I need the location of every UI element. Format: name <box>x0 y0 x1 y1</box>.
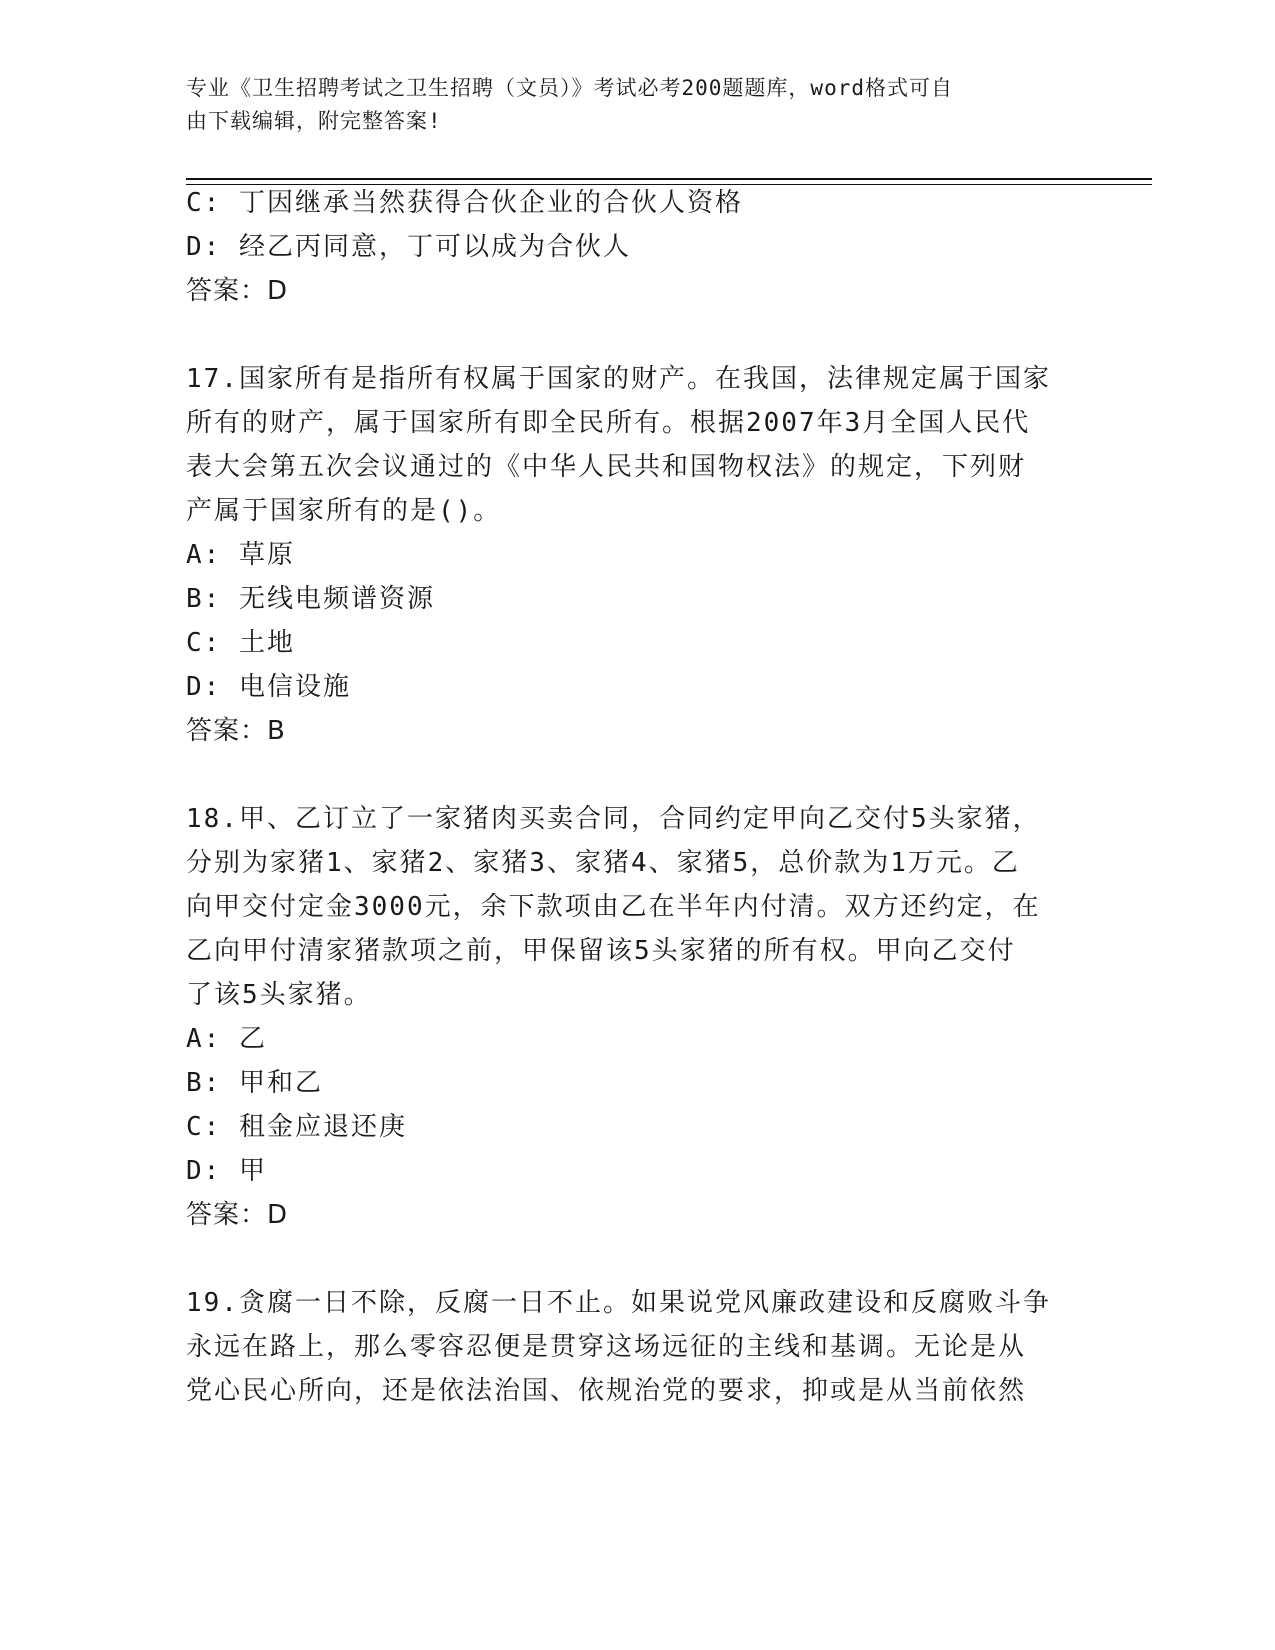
q16-option-d: D: 经乙丙同意，丁可以成为合伙人 <box>186 232 631 262</box>
q17-stem-line-4: 产属于国家所有的是()。 <box>186 496 502 526</box>
q18-option-b: B: 甲和乙 <box>186 1068 323 1098</box>
document-header <box>186 72 1086 138</box>
q18-option-c: C: 租金应退还庚 <box>186 1112 407 1142</box>
q18-option-a: A: 乙 <box>186 1024 267 1054</box>
q18-stem-line-1: 18.甲、乙订立了一家猪肉买卖合同，合同约定甲向乙交付5头家猪， <box>186 804 1041 834</box>
q17-stem-line-2: 所有的财产，属于国家所有即全民所有。根据2007年3月全国人民代 <box>186 408 1031 438</box>
q17-option-c: C: 土地 <box>186 628 295 658</box>
q18-stem-line-5: 了该5头家猪。 <box>186 980 372 1010</box>
header-line-1: 专业《卫生招聘考试之卫生招聘（文员）》考试必考200题题库，word格式可自 <box>186 76 953 100</box>
q17-stem-line-1: 17.国家所有是指所有权属于国家的财产。在我国，法律规定属于国家 <box>186 364 1051 394</box>
q18-answer: 答案：D <box>186 1200 289 1230</box>
q17-stem-line-3: 表大会第五次会议通过的《中华人民共和国物权法》的规定，下列财 <box>186 452 1027 482</box>
q18-option-d: D: 甲 <box>186 1156 267 1186</box>
q16-option-c: C: 丁因继承当然获得合伙企业的合伙人资格 <box>186 188 743 218</box>
q17-option-b: B: 无线电频谱资源 <box>186 584 435 614</box>
q19-stem-line-1: 19.贪腐一日不除，反腐一日不止。如果说党风廉政建设和反腐败斗争 <box>186 1288 1051 1318</box>
header-line-2: 由下载编辑，附完整答案! <box>186 109 442 133</box>
q19-stem-line-2: 永远在路上，那么零容忍便是贯穿这场远征的主线和基调。无论是从 <box>186 1332 1027 1362</box>
q18-stem-line-2: 分别为家猪1、家猪2、家猪3、家猪4、家猪5，总价款为1万元。乙 <box>186 848 1020 878</box>
q17-answer: 答案：B <box>186 716 286 746</box>
q19-stem-line-3: 党心民心所向，还是依法治国、依规治党的要求，抑或是从当前依然 <box>186 1376 1027 1406</box>
q18-stem-line-3: 向甲交付定金3000元，余下款项由乙在半年内付清。双方还约定，在 <box>186 892 1041 922</box>
q18-stem-line-4: 乙向甲付清家猪款项之前，甲保留该5头家猪的所有权。甲向乙交付 <box>186 936 1016 966</box>
q16-answer: 答案：D <box>186 276 289 306</box>
q17-option-d: D: 电信设施 <box>186 672 351 702</box>
q17-option-a: A: 草原 <box>186 540 295 570</box>
